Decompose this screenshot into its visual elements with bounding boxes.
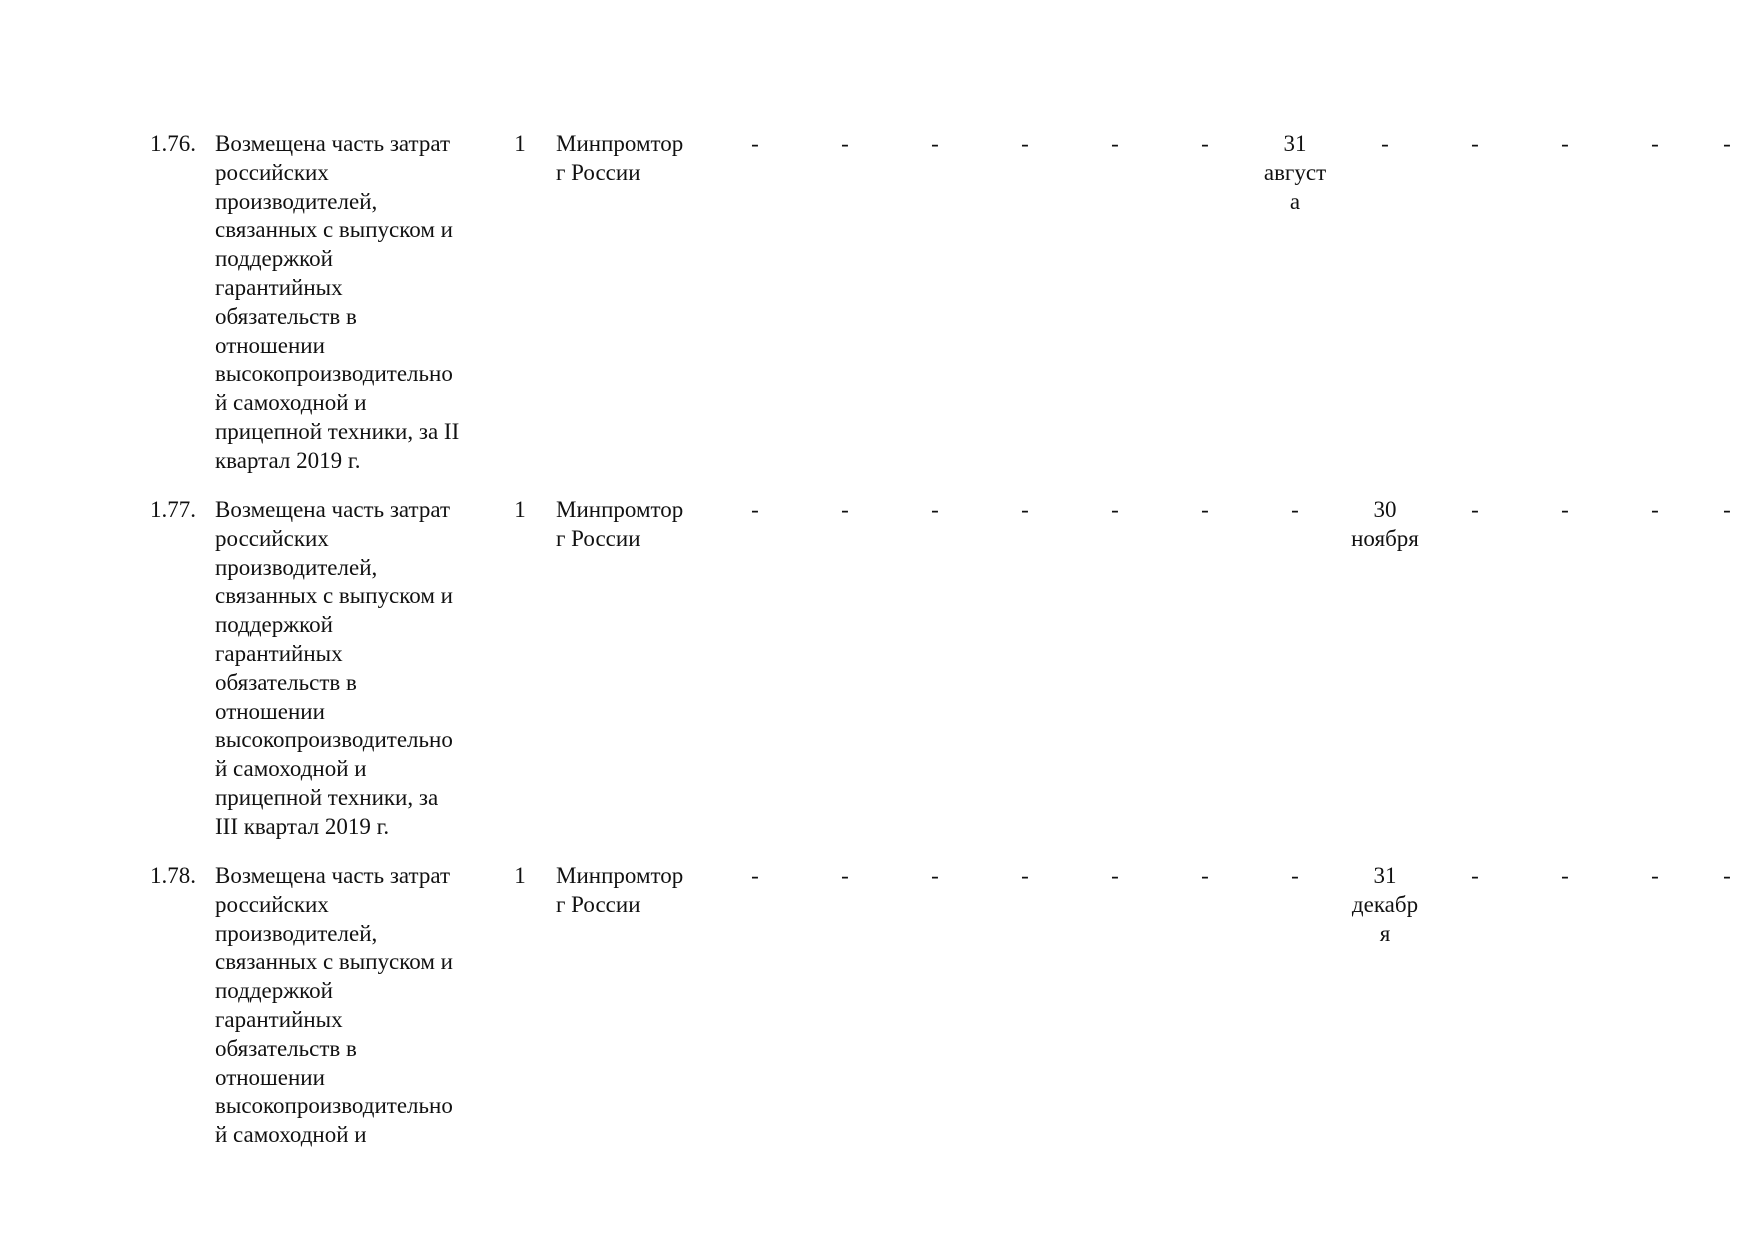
period-cell: - <box>1291 863 1299 888</box>
row-quantity: 1 <box>514 131 526 156</box>
period-cell: - <box>931 131 939 156</box>
period-cell: - <box>841 863 849 888</box>
period-cell: - <box>1111 863 1119 888</box>
period-cell: - <box>1561 131 1569 156</box>
period-cell: - <box>1471 497 1479 522</box>
period-cell: - <box>1111 131 1119 156</box>
period-cell: - <box>751 497 759 522</box>
period-cell: - <box>751 131 759 156</box>
period-cell: - <box>1201 863 1209 888</box>
period-cell: - <box>1201 131 1209 156</box>
period-cell: - <box>1111 497 1119 522</box>
period-cell: 31 август а <box>1263 131 1327 214</box>
row-description: Возмещена часть затрат российских производителей, связанных с выпуском и поддержкой гарантийных обязательств в отношении высокопроизводительно й самоходной и прицепной техники, за III квартал 2019 г. <box>215 497 453 839</box>
period-cell: - <box>1651 131 1659 156</box>
row-responsible: Минпромтор г России <box>556 863 684 917</box>
period-cell: - <box>1021 131 1029 156</box>
period-cell: - <box>1651 497 1659 522</box>
row-number: 1.77. <box>150 497 196 522</box>
period-cell: - <box>751 863 759 888</box>
row-responsible: Минпромтор г России <box>556 497 684 551</box>
period-cell: - <box>1381 131 1389 156</box>
period-cell: - <box>931 863 939 888</box>
period-cell: - <box>841 497 849 522</box>
row-quantity: 1 <box>514 497 526 522</box>
period-cell: - <box>1021 497 1029 522</box>
row-quantity: 1 <box>514 863 526 888</box>
period-cell: - <box>1723 863 1731 888</box>
period-cell: - <box>1651 863 1659 888</box>
row-description: Возмещена часть затрат российских производителей, связанных с выпуском и поддержкой гарантийных обязательств в отношении высокопроизводительно й самоходной и <box>215 863 453 1148</box>
period-cell: - <box>1021 863 1029 888</box>
period-cell: - <box>1723 497 1731 522</box>
period-cell: - <box>1201 497 1209 522</box>
period-cell: - <box>841 131 849 156</box>
period-cell: - <box>931 497 939 522</box>
period-cell: - <box>1291 497 1299 522</box>
period-cell: - <box>1471 131 1479 156</box>
period-cell: - <box>1723 131 1731 156</box>
row-number: 1.76. <box>150 131 196 156</box>
period-cell: - <box>1561 863 1569 888</box>
period-cell: - <box>1471 863 1479 888</box>
period-cell: 31 декабр я <box>1351 863 1419 946</box>
period-cell: - <box>1561 497 1569 522</box>
row-description: Возмещена часть затрат российских производителей, связанных с выпуском и поддержкой гарантийных обязательств в отношении высокопроизводительно й самоходной и прицепной техники, за II квартал 2019 г. <box>215 131 460 473</box>
row-number: 1.78. <box>150 863 196 888</box>
row-responsible: Минпромтор г России <box>556 131 684 185</box>
period-cell: 30 ноября <box>1351 497 1419 551</box>
